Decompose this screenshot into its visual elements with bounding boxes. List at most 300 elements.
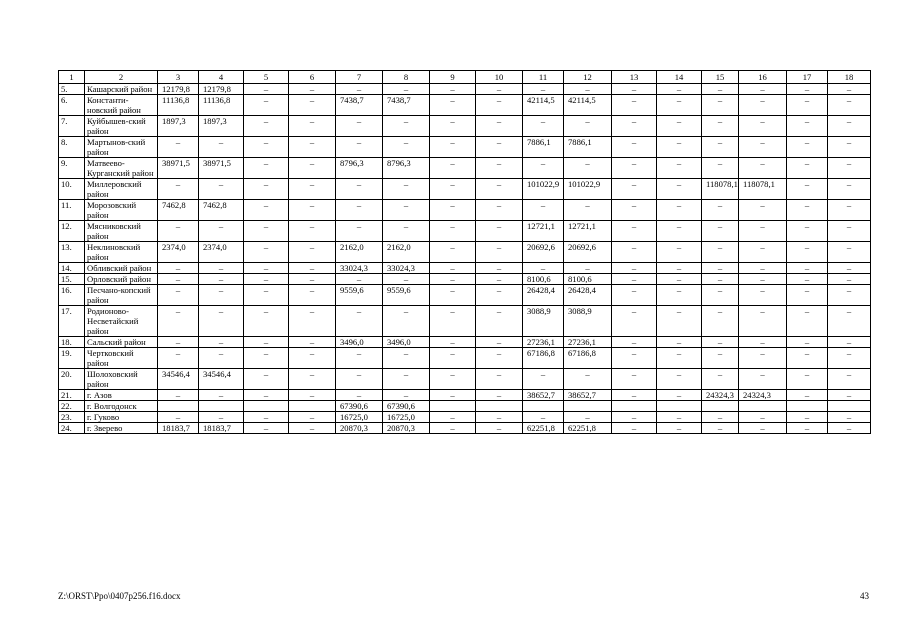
value-cell: – xyxy=(657,348,702,369)
value-cell: – xyxy=(244,285,289,306)
district-name: Обливский район xyxy=(85,263,158,274)
value-cell: – xyxy=(828,242,871,263)
value-cell: 67186,8 xyxy=(523,348,564,369)
value-cell: 9559,6 xyxy=(383,285,430,306)
value-cell: – xyxy=(244,274,289,285)
value-cell: 2374,0 xyxy=(199,242,244,263)
value-cell: – xyxy=(739,423,787,434)
value-cell: – xyxy=(289,306,336,337)
value-cell: – xyxy=(430,337,476,348)
value-cell: – xyxy=(612,116,657,137)
value-cell: 8100,6 xyxy=(523,274,564,285)
value-cell: – xyxy=(383,179,430,200)
value-cell: – xyxy=(702,337,739,348)
value-cell: – xyxy=(199,221,244,242)
value-cell: 38652,7 xyxy=(523,390,564,401)
value-cell: – xyxy=(702,412,739,423)
value-cell: – xyxy=(787,84,828,95)
value-cell: – xyxy=(787,369,828,390)
table-row xyxy=(59,348,871,369)
value-cell: – xyxy=(336,348,383,369)
value-cell: – xyxy=(430,221,476,242)
value-cell: – xyxy=(158,306,199,337)
table-row xyxy=(59,200,871,221)
value-cell: – xyxy=(336,116,383,137)
value-cell: – xyxy=(476,84,523,95)
value-cell: 42114,5 xyxy=(523,95,564,116)
row-number: 5. xyxy=(59,84,85,95)
value-cell: 20692,6 xyxy=(564,242,612,263)
row-number: 20. xyxy=(59,369,85,390)
value-cell: – xyxy=(787,274,828,285)
value-cell: – xyxy=(430,274,476,285)
row-number: 8. xyxy=(59,137,85,158)
value-cell: – xyxy=(787,390,828,401)
header-cell: 10 xyxy=(476,71,523,84)
value-cell: – xyxy=(430,263,476,274)
value-cell: – xyxy=(702,369,739,390)
value-cell: – xyxy=(383,116,430,137)
value-cell: – xyxy=(430,306,476,337)
value-cell: – xyxy=(612,369,657,390)
value-cell: – xyxy=(430,369,476,390)
table-row xyxy=(59,390,871,401)
value-cell: 38652,7 xyxy=(564,390,612,401)
value-cell: 18183,7 xyxy=(199,423,244,434)
value-cell: 3088,9 xyxy=(564,306,612,337)
value-cell: – xyxy=(476,337,523,348)
value-cell: 8796,3 xyxy=(383,158,430,179)
value-cell: 1897,3 xyxy=(199,116,244,137)
value-cell xyxy=(564,401,612,412)
value-cell: 7886,1 xyxy=(564,137,612,158)
value-cell: 34546,4 xyxy=(199,369,244,390)
district-name: Родионово-Несветайский район xyxy=(85,306,158,337)
value-cell xyxy=(523,401,564,412)
value-cell: – xyxy=(739,84,787,95)
value-cell: – xyxy=(158,412,199,423)
district-name: Сальский район xyxy=(85,337,158,348)
value-cell: – xyxy=(289,285,336,306)
value-cell: – xyxy=(657,84,702,95)
value-cell: – xyxy=(476,285,523,306)
header-cell: 15 xyxy=(702,71,739,84)
value-cell: 62251,8 xyxy=(523,423,564,434)
value-cell: – xyxy=(244,412,289,423)
table-row xyxy=(59,401,871,412)
value-cell: – xyxy=(828,158,871,179)
value-cell: – xyxy=(739,242,787,263)
value-cell: – xyxy=(657,200,702,221)
value-cell xyxy=(244,401,289,412)
value-cell: 101022,9 xyxy=(564,179,612,200)
value-cell: – xyxy=(199,285,244,306)
value-cell: – xyxy=(787,423,828,434)
value-cell: – xyxy=(702,200,739,221)
header-cell: 5 xyxy=(244,71,289,84)
header-cell: 8 xyxy=(383,71,430,84)
table-row xyxy=(59,337,871,348)
value-cell: 42114,5 xyxy=(564,95,612,116)
header-cell: 14 xyxy=(657,71,702,84)
value-cell: – xyxy=(430,95,476,116)
value-cell: – xyxy=(739,285,787,306)
value-cell: – xyxy=(158,263,199,274)
value-cell: – xyxy=(244,242,289,263)
value-cell: – xyxy=(383,369,430,390)
value-cell: – xyxy=(739,200,787,221)
value-cell: – xyxy=(612,306,657,337)
value-cell: 27236,1 xyxy=(523,337,564,348)
table-row xyxy=(59,423,871,434)
value-cell: – xyxy=(739,263,787,274)
value-cell: – xyxy=(657,369,702,390)
value-cell: – xyxy=(612,348,657,369)
value-cell: – xyxy=(244,337,289,348)
header-cell: 6 xyxy=(289,71,336,84)
value-cell: – xyxy=(702,306,739,337)
value-cell: – xyxy=(476,369,523,390)
value-cell: – xyxy=(289,263,336,274)
value-cell: – xyxy=(739,306,787,337)
value-cell: – xyxy=(612,263,657,274)
district-name: г. Зверево xyxy=(85,423,158,434)
header-cell: 16 xyxy=(739,71,787,84)
value-cell: – xyxy=(612,95,657,116)
value-cell: – xyxy=(612,423,657,434)
value-cell: – xyxy=(383,84,430,95)
header-cell: 9 xyxy=(430,71,476,84)
value-cell: – xyxy=(476,158,523,179)
table-body xyxy=(59,84,871,434)
value-cell: – xyxy=(523,200,564,221)
district-name: Неклиновский район xyxy=(85,242,158,263)
table-row xyxy=(59,285,871,306)
value-cell: – xyxy=(430,116,476,137)
value-cell: – xyxy=(336,84,383,95)
value-cell: 24324,3 xyxy=(702,390,739,401)
value-cell: – xyxy=(612,221,657,242)
value-cell xyxy=(828,401,871,412)
value-cell: – xyxy=(158,221,199,242)
row-number: 11. xyxy=(59,200,85,221)
header-cell: 2 xyxy=(85,71,158,84)
value-cell: – xyxy=(289,137,336,158)
value-cell: – xyxy=(430,179,476,200)
value-cell: – xyxy=(476,242,523,263)
value-cell: – xyxy=(702,84,739,95)
value-cell: – xyxy=(158,274,199,285)
value-cell: – xyxy=(383,306,430,337)
header-cell: 13 xyxy=(612,71,657,84)
value-cell: – xyxy=(657,158,702,179)
table-row xyxy=(59,263,871,274)
value-cell: – xyxy=(828,95,871,116)
value-cell: 101022,9 xyxy=(523,179,564,200)
value-cell: – xyxy=(739,337,787,348)
header-cell: 18 xyxy=(828,71,871,84)
value-cell: – xyxy=(336,200,383,221)
row-number: 17. xyxy=(59,306,85,337)
value-cell: – xyxy=(244,95,289,116)
value-cell: – xyxy=(657,274,702,285)
value-cell: 7886,1 xyxy=(523,137,564,158)
value-cell: 1897,3 xyxy=(158,116,199,137)
value-cell: 118078,1 xyxy=(739,179,787,200)
value-cell: – xyxy=(612,412,657,423)
value-cell: – xyxy=(657,179,702,200)
value-cell xyxy=(739,401,787,412)
value-cell: 2374,0 xyxy=(158,242,199,263)
value-cell: – xyxy=(336,390,383,401)
value-cell: – xyxy=(244,369,289,390)
value-cell: – xyxy=(430,423,476,434)
value-cell: – xyxy=(739,348,787,369)
value-cell: – xyxy=(787,200,828,221)
table-row xyxy=(59,84,871,95)
value-cell: – xyxy=(828,84,871,95)
value-cell: – xyxy=(657,412,702,423)
value-cell: – xyxy=(564,412,612,423)
value-cell: – xyxy=(289,221,336,242)
district-name: Миллеровский район xyxy=(85,179,158,200)
value-cell: – xyxy=(289,84,336,95)
value-cell: – xyxy=(828,274,871,285)
value-cell: – xyxy=(657,337,702,348)
value-cell: – xyxy=(787,95,828,116)
table-row xyxy=(59,369,871,390)
value-cell: – xyxy=(430,412,476,423)
value-cell: – xyxy=(702,221,739,242)
value-cell: – xyxy=(612,242,657,263)
value-cell: – xyxy=(336,306,383,337)
table-row xyxy=(59,95,871,116)
district-name: Орловский район xyxy=(85,274,158,285)
header-cell: 12 xyxy=(564,71,612,84)
value-cell: – xyxy=(612,200,657,221)
value-cell: 16725,0 xyxy=(336,412,383,423)
row-number: 16. xyxy=(59,285,85,306)
value-cell: 24324,3 xyxy=(739,390,787,401)
value-cell: 20692,6 xyxy=(523,242,564,263)
district-name: Чертковский район xyxy=(85,348,158,369)
value-cell: 8796,3 xyxy=(336,158,383,179)
value-cell: – xyxy=(523,412,564,423)
value-cell: – xyxy=(564,369,612,390)
value-cell: – xyxy=(336,274,383,285)
value-cell: – xyxy=(523,158,564,179)
value-cell: – xyxy=(289,369,336,390)
row-number: 18. xyxy=(59,337,85,348)
value-cell: – xyxy=(702,242,739,263)
value-cell: – xyxy=(336,137,383,158)
value-cell: – xyxy=(828,137,871,158)
value-cell: – xyxy=(612,274,657,285)
value-cell: – xyxy=(564,263,612,274)
value-cell: – xyxy=(430,242,476,263)
value-cell: – xyxy=(612,84,657,95)
value-cell: – xyxy=(199,179,244,200)
value-cell: – xyxy=(430,158,476,179)
value-cell xyxy=(430,401,476,412)
data-table xyxy=(58,70,871,434)
value-cell: – xyxy=(476,179,523,200)
value-cell: – xyxy=(476,348,523,369)
value-cell xyxy=(657,401,702,412)
value-cell: – xyxy=(289,348,336,369)
value-cell: 33024,3 xyxy=(336,263,383,274)
value-cell: – xyxy=(383,348,430,369)
value-cell: – xyxy=(739,369,787,390)
value-cell: 67390,6 xyxy=(336,401,383,412)
district-name: Кашарский район xyxy=(85,84,158,95)
value-cell: – xyxy=(244,200,289,221)
value-cell: – xyxy=(244,116,289,137)
table-row xyxy=(59,221,871,242)
value-cell: 118078,1 xyxy=(702,179,739,200)
table-row xyxy=(59,412,871,423)
value-cell: – xyxy=(383,221,430,242)
value-cell: – xyxy=(657,423,702,434)
value-cell: – xyxy=(787,137,828,158)
value-cell: – xyxy=(289,179,336,200)
value-cell: – xyxy=(612,390,657,401)
value-cell: – xyxy=(523,369,564,390)
value-cell: – xyxy=(787,242,828,263)
value-cell: – xyxy=(383,137,430,158)
value-cell: – xyxy=(702,158,739,179)
value-cell: – xyxy=(289,242,336,263)
header-cell: 3 xyxy=(158,71,199,84)
value-cell: – xyxy=(739,274,787,285)
value-cell: – xyxy=(289,95,336,116)
value-cell: – xyxy=(336,221,383,242)
value-cell: 3496,0 xyxy=(336,337,383,348)
value-cell: 9559,6 xyxy=(336,285,383,306)
value-cell: – xyxy=(476,200,523,221)
row-number: 22. xyxy=(59,401,85,412)
value-cell: – xyxy=(199,337,244,348)
value-cell: – xyxy=(289,423,336,434)
value-cell: – xyxy=(289,158,336,179)
value-cell: 16725,0 xyxy=(383,412,430,423)
row-number: 7. xyxy=(59,116,85,137)
value-cell xyxy=(612,401,657,412)
value-cell: – xyxy=(476,390,523,401)
value-cell: – xyxy=(739,116,787,137)
value-cell: – xyxy=(430,348,476,369)
row-number: 23. xyxy=(59,412,85,423)
district-name: Константи-новский район xyxy=(85,95,158,116)
value-cell: – xyxy=(476,274,523,285)
value-cell: – xyxy=(244,84,289,95)
value-cell: – xyxy=(244,137,289,158)
value-cell: – xyxy=(657,95,702,116)
value-cell: 26428,4 xyxy=(564,285,612,306)
value-cell: – xyxy=(289,412,336,423)
table-row xyxy=(59,158,871,179)
table-row xyxy=(59,137,871,158)
value-cell: – xyxy=(430,285,476,306)
value-cell: – xyxy=(657,116,702,137)
value-cell: – xyxy=(158,179,199,200)
value-cell: – xyxy=(244,390,289,401)
value-cell: – xyxy=(828,412,871,423)
value-cell: – xyxy=(476,137,523,158)
value-cell: – xyxy=(828,423,871,434)
value-cell: – xyxy=(828,116,871,137)
value-cell: – xyxy=(787,348,828,369)
value-cell: – xyxy=(657,306,702,337)
value-cell: 62251,8 xyxy=(564,423,612,434)
value-cell: – xyxy=(158,390,199,401)
value-cell: – xyxy=(336,179,383,200)
value-cell: – xyxy=(702,274,739,285)
value-cell: – xyxy=(199,137,244,158)
value-cell: – xyxy=(289,337,336,348)
row-number: 14. xyxy=(59,263,85,274)
value-cell xyxy=(787,401,828,412)
value-cell: 20870,3 xyxy=(383,423,430,434)
value-cell: – xyxy=(702,263,739,274)
value-cell: – xyxy=(289,116,336,137)
value-cell: – xyxy=(657,390,702,401)
value-cell: – xyxy=(199,412,244,423)
value-cell: 12179,8 xyxy=(158,84,199,95)
value-cell: – xyxy=(612,285,657,306)
value-cell: – xyxy=(612,137,657,158)
value-cell: – xyxy=(787,337,828,348)
district-name: Матвеево-Курганский район xyxy=(85,158,158,179)
table-row xyxy=(59,306,871,337)
district-name: г. Азов xyxy=(85,390,158,401)
value-cell: – xyxy=(564,200,612,221)
value-cell: – xyxy=(657,137,702,158)
value-cell xyxy=(199,401,244,412)
value-cell: – xyxy=(383,390,430,401)
value-cell: – xyxy=(476,221,523,242)
value-cell: – xyxy=(828,263,871,274)
value-cell: 34546,4 xyxy=(158,369,199,390)
value-cell: – xyxy=(787,116,828,137)
value-cell: 33024,3 xyxy=(383,263,430,274)
value-cell: – xyxy=(828,285,871,306)
value-cell xyxy=(158,401,199,412)
table-row xyxy=(59,179,871,200)
row-number: 10. xyxy=(59,179,85,200)
value-cell: 67186,8 xyxy=(564,348,612,369)
value-cell: – xyxy=(158,137,199,158)
value-cell: – xyxy=(787,158,828,179)
value-cell: – xyxy=(787,285,828,306)
row-number: 24. xyxy=(59,423,85,434)
row-number: 12. xyxy=(59,221,85,242)
value-cell: 12721,1 xyxy=(564,221,612,242)
header-cell: 4 xyxy=(199,71,244,84)
table-row xyxy=(59,274,871,285)
value-cell xyxy=(476,401,523,412)
district-name: Куйбышев-ский район xyxy=(85,116,158,137)
value-cell: – xyxy=(244,263,289,274)
value-cell: – xyxy=(244,221,289,242)
value-cell: – xyxy=(702,285,739,306)
value-cell: – xyxy=(476,423,523,434)
value-cell: – xyxy=(828,369,871,390)
value-cell: – xyxy=(828,337,871,348)
value-cell: – xyxy=(476,116,523,137)
value-cell: 7462,8 xyxy=(158,200,199,221)
value-cell: 26428,4 xyxy=(523,285,564,306)
